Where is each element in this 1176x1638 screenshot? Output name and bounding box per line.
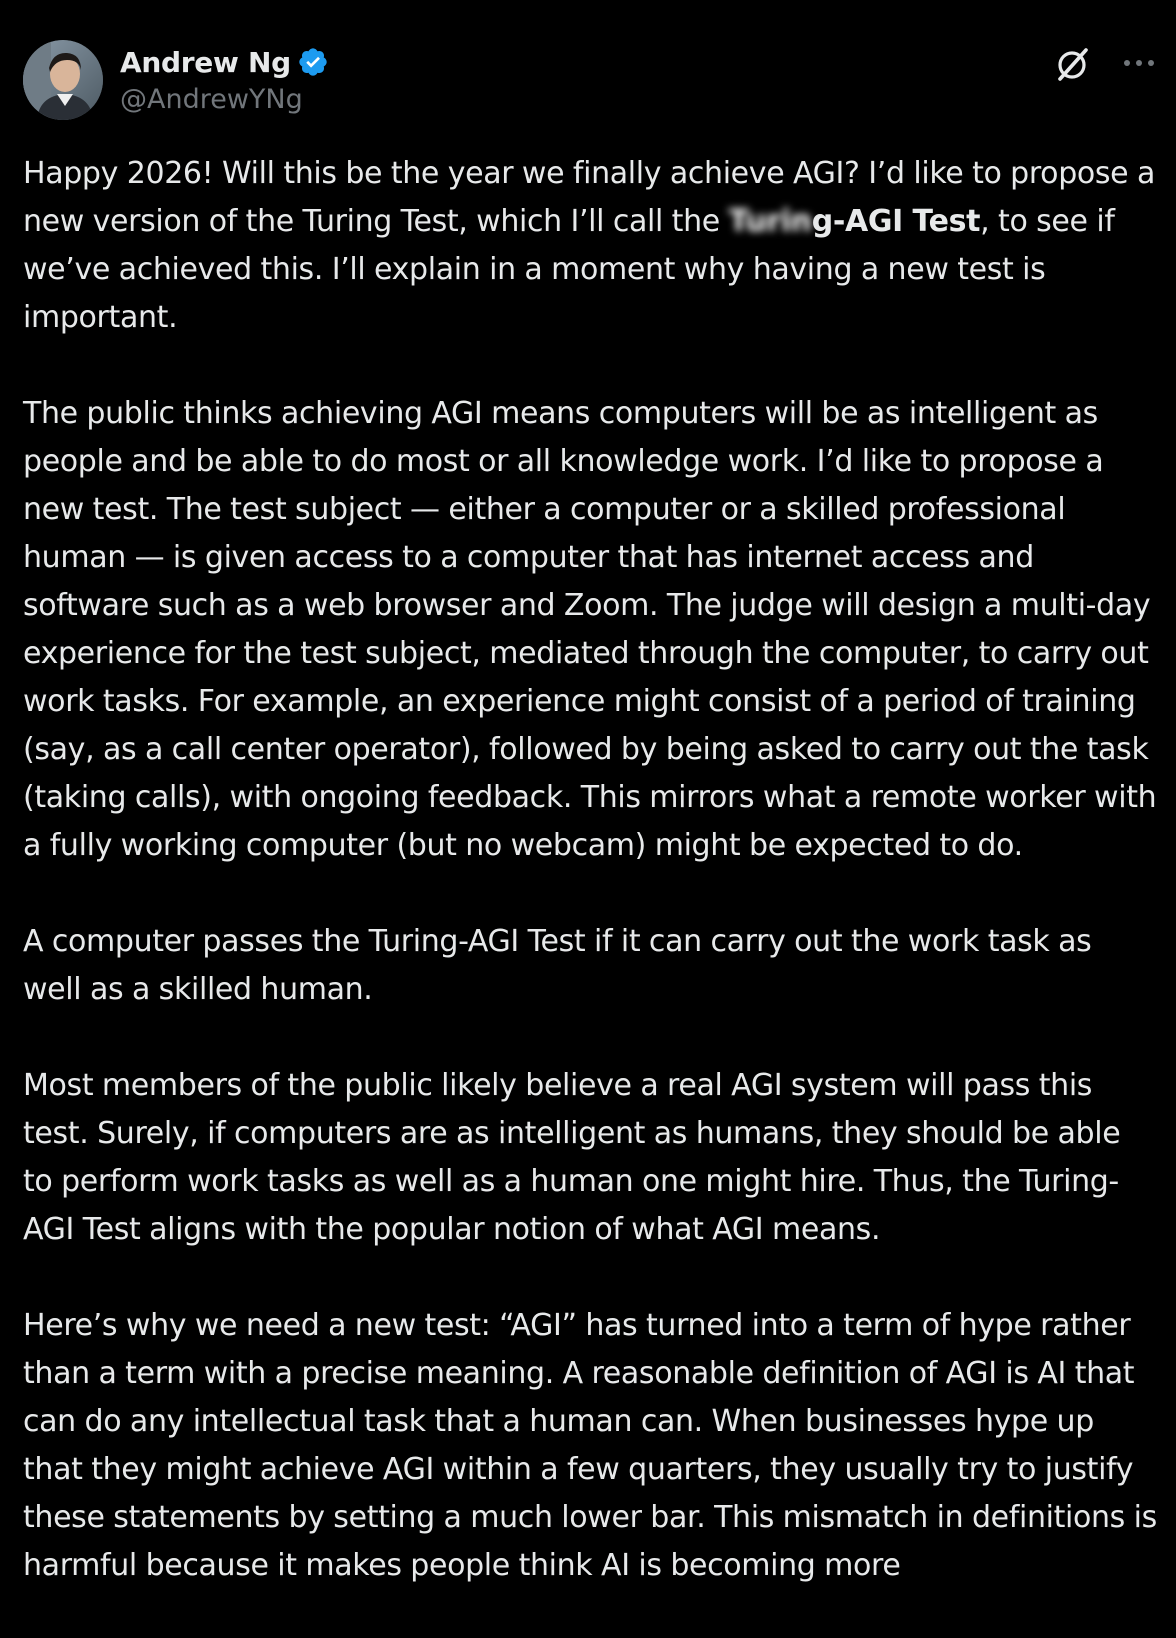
paragraph-1-text-a: Happy 2026! Will this be the year we finally achieve AGI? I’d like to propose a new version of the Turing Test, which I’ll call the bbox=[23, 156, 1155, 239]
post-header bbox=[23, 40, 1156, 120]
handle[interactable]: @AndrewYNg bbox=[120, 84, 303, 115]
author-block bbox=[120, 44, 329, 115]
paragraph-2: The public thinks achieving AGI means computers will be as intelligent as people and be able to do most or all knowledge work. I’d like to propose a new test. The test subject — either a computer or a skilled professional human — is given access to a computer that has internet access and software such as a web browser and Zoom. The judge will design a multi-day experience for the test subject, mediated through the computer, to carry out work tasks. For example, an experience might consist of a period of training (say, as a call center operator), followed by being asked to carry out the task (taking calls), with ongoing feedback. This mirrors what a remote worker with a fully working computer (but no webcam) might be expected to do. bbox=[23, 396, 1157, 863]
paragraph-3: A computer passes the Turing-AGI Test if it can carry out the work task as well as a skilled human. bbox=[23, 924, 1092, 1007]
profile-photo-icon bbox=[23, 40, 103, 120]
post-body bbox=[23, 150, 1158, 1638]
paragraph-4: Most members of the public likely believe a real AGI system will pass this test. Surely, if computers are as intelligent as humans, they should be able to perform work tasks as well as a human one might hire. Thus, the Turing-AGI Test aligns with the popular notion of what AGI means. bbox=[23, 1068, 1121, 1247]
paragraph-5: Here’s why we need a new test: “AGI” has turned into a term of hype rather than a term with a precise meaning. A reasonable definition of AGI is AI that can do any intellectual task that a human can. When businesses hype up that they might achieve AGI within a few quarters, they usually try to justify these statements by setting a much lower bar. This mismatch in definitions is harmful because it makes people think AI is becoming more bbox=[23, 1308, 1157, 1583]
name-row bbox=[120, 44, 329, 80]
display-name[interactable]: Andrew Ng bbox=[120, 45, 291, 79]
grok-icon[interactable] bbox=[1052, 44, 1092, 84]
paragraph-1 bbox=[23, 150, 1158, 342]
paragraph-1-text-b: , to see if we’ve achieved this. I’ll explain in a moment why having a new test is important. bbox=[23, 204, 1115, 335]
more-dots-icon[interactable] bbox=[1122, 48, 1156, 78]
test-name-bold: g-AGI Test bbox=[811, 204, 981, 239]
blurred-text: Turin bbox=[728, 204, 812, 239]
verified-badge-icon bbox=[297, 46, 329, 78]
avatar[interactable] bbox=[23, 40, 103, 120]
